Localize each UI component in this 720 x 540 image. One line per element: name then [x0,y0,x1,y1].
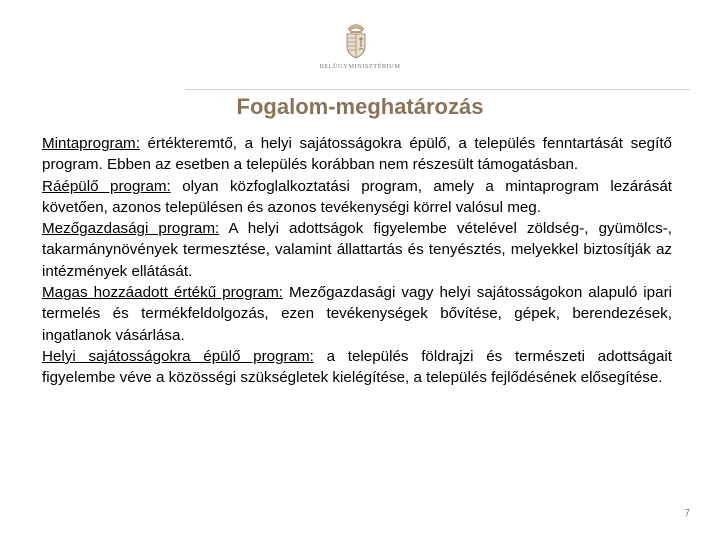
definitions-list [42,133,672,389]
definition-term: Mintaprogram: [42,135,140,152]
definition-item [42,176,672,219]
definition-text: értékteremtő, a helyi sajátosságokra épülő, a település fenntartását segítő program. Ebben az esetben a település korábban nem részesült támogatásban. [42,135,672,174]
page-number: 7 [684,508,690,519]
definition-term: Helyi sajátosságokra épülő program: [42,347,314,365]
slide-title: Fogalom-meghatározás [236,94,484,119]
definition-term: Magas hozzáadott értékű program: [42,284,283,302]
definition-item [42,218,672,282]
definition-item [42,282,672,346]
definition-term: Ráépülő program: [42,177,171,195]
definition-text: olyan közfoglalkoztatási program, amely a mintaprogram lezárását követően, azonos településen és azonos tevékenységi körrel valósul meg. [42,177,672,216]
coat-of-arms-icon [343,20,369,60]
definition-text: Mezőgazdasági vagy helyi sajátosságokon alapuló ipari termelés és termékfeldolgozás, ezen tevékenységek bővítése, gépek, berendezések, ingatlanok vásárlása. [42,284,672,344]
definition-item [42,346,672,389]
slide-header [0,0,720,90]
ministry-name: BELÜGYMINISZTÉRIUM [319,63,401,70]
definition-text: A helyi adottságok figyelembe vételével zöldség-, gyümölcs-, takarmánynövények termesztése, valamint állattartás és tenyésztés, melyekkel biztosítják az intézmények ellátását. [42,220,672,280]
definition-term: Mezőgazdasági program: [42,220,220,238]
definition-text: a település földrajzi és természeti adottságait figyelembe véve a közösségi szükségletek kielégítése, a település fejlődésének elősegítése. [42,347,672,387]
definition-item [42,133,672,176]
header-divider [185,89,690,90]
